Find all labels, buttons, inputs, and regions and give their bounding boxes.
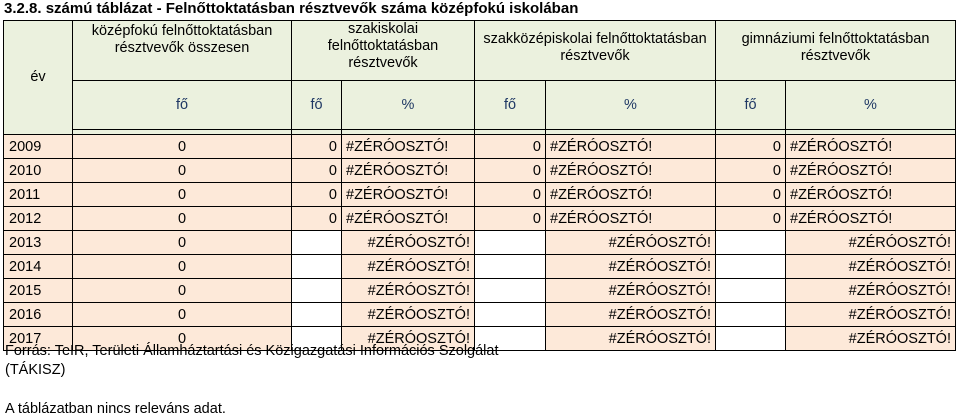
source-line-2: (TÁKISZ) xyxy=(5,362,66,378)
unit-cell: % xyxy=(786,81,956,130)
cell-sec-n xyxy=(475,279,546,303)
cell-sec-n: 0 xyxy=(475,183,546,207)
cell-voc-n xyxy=(292,231,342,255)
cell-year: 2009 xyxy=(4,135,73,159)
cell-year: 2010 xyxy=(4,159,73,183)
table-row xyxy=(4,303,956,327)
cell-voc-n: 0 xyxy=(292,183,342,207)
cell-total: 0 xyxy=(73,255,292,279)
cell-gym-pct: #ZÉRÓOSZTÓ! xyxy=(786,207,956,231)
cell-voc-pct: #ZÉRÓOSZTÓ! xyxy=(342,327,475,351)
unit-cell: % xyxy=(342,81,475,130)
table-row xyxy=(4,135,956,159)
cell-sec-pct: #ZÉRÓOSZTÓ! xyxy=(546,183,716,207)
cell-total: 0 xyxy=(73,279,292,303)
cell-sec-pct: #ZÉRÓOSZTÓ! xyxy=(546,255,716,279)
table-row xyxy=(4,279,956,303)
cell-voc-pct: #ZÉRÓOSZTÓ! xyxy=(342,207,475,231)
cell-gym-n xyxy=(716,231,786,255)
unit-cell: fő xyxy=(73,81,292,130)
cell-sec-pct: #ZÉRÓOSZTÓ! xyxy=(546,207,716,231)
cell-sec-pct: #ZÉRÓOSZTÓ! xyxy=(546,159,716,183)
header-vocational: szakiskolai felnőttoktatásban résztvevők xyxy=(292,21,475,81)
table-row xyxy=(4,183,956,207)
cell-gym-n xyxy=(716,279,786,303)
cell-total: 0 xyxy=(73,207,292,231)
cell-year: 2013 xyxy=(4,231,73,255)
cell-year: 2011 xyxy=(4,183,73,207)
cell-total: 0 xyxy=(73,135,292,159)
cell-gym-n xyxy=(716,303,786,327)
unit-cell: fő xyxy=(292,81,342,130)
header-total: középfokú felnőttoktatásban résztvevők összesen xyxy=(73,21,292,81)
cell-gym-pct: #ZÉRÓOSZTÓ! xyxy=(786,255,956,279)
header-secondary-vocational: szakközépiskolai felnőttoktatásban résztvevők xyxy=(475,21,716,81)
cell-voc-n xyxy=(292,255,342,279)
table-row xyxy=(4,231,956,255)
cell-sec-n xyxy=(475,255,546,279)
cell-gym-pct: #ZÉRÓOSZTÓ! xyxy=(786,159,956,183)
cell-total: 0 xyxy=(73,183,292,207)
cell-voc-pct: #ZÉRÓOSZTÓ! xyxy=(342,255,475,279)
table-row xyxy=(4,159,956,183)
cell-gym-n xyxy=(716,255,786,279)
cell-sec-n xyxy=(475,303,546,327)
cell-voc-pct: #ZÉRÓOSZTÓ! xyxy=(342,231,475,255)
cell-voc-n: 0 xyxy=(292,159,342,183)
cell-year: 2017 xyxy=(4,327,73,351)
note: A táblázatban nincs releváns adat. xyxy=(5,401,226,417)
cell-total: 0 xyxy=(73,327,292,351)
cell-gym-pct: #ZÉRÓOSZTÓ! xyxy=(786,327,956,351)
cell-gym-n xyxy=(716,327,786,351)
cell-sec-n xyxy=(475,231,546,255)
cell-year: 2015 xyxy=(4,279,73,303)
cell-voc-n xyxy=(292,279,342,303)
source-line-1: Forrás: TeIR, Területi Államháztartási és Közigazgatási Információs Szolgálat xyxy=(5,343,499,359)
cell-gym-pct: #ZÉRÓOSZTÓ! xyxy=(786,183,956,207)
table-title: 3.2.8. számú táblázat - Felnőttoktatásban résztvevők száma középfokú iskolában xyxy=(4,0,579,17)
unit-cell: % xyxy=(546,81,716,130)
cell-voc-pct: #ZÉRÓOSZTÓ! xyxy=(342,183,475,207)
cell-year: 2012 xyxy=(4,207,73,231)
cell-voc-pct: #ZÉRÓOSZTÓ! xyxy=(342,135,475,159)
cell-voc-pct: #ZÉRÓOSZTÓ! xyxy=(342,303,475,327)
cell-sec-pct: #ZÉRÓOSZTÓ! xyxy=(546,279,716,303)
cell-year: 2016 xyxy=(4,303,73,327)
cell-gym-pct: #ZÉRÓOSZTÓ! xyxy=(786,231,956,255)
cell-sec-pct: #ZÉRÓOSZTÓ! xyxy=(546,231,716,255)
cell-total: 0 xyxy=(73,231,292,255)
cell-sec-pct: #ZÉRÓOSZTÓ! xyxy=(546,135,716,159)
table-row xyxy=(4,255,956,279)
cell-voc-n xyxy=(292,303,342,327)
cell-gym-pct: #ZÉRÓOSZTÓ! xyxy=(786,135,956,159)
cell-voc-pct: #ZÉRÓOSZTÓ! xyxy=(342,159,475,183)
cell-sec-n: 0 xyxy=(475,207,546,231)
cell-gym-n: 0 xyxy=(716,135,786,159)
cell-gym-n: 0 xyxy=(716,207,786,231)
unit-cell: fő xyxy=(716,81,786,130)
cell-voc-n: 0 xyxy=(292,135,342,159)
cell-gym-n: 0 xyxy=(716,183,786,207)
cell-voc-n: 0 xyxy=(292,207,342,231)
table-row xyxy=(4,207,956,231)
cell-sec-pct: #ZÉRÓOSZTÓ! xyxy=(546,303,716,327)
cell-sec-n: 0 xyxy=(475,159,546,183)
cell-total: 0 xyxy=(73,303,292,327)
cell-voc-pct: #ZÉRÓOSZTÓ! xyxy=(342,279,475,303)
unit-cell: fő xyxy=(475,81,546,130)
cell-year: 2014 xyxy=(4,255,73,279)
cell-total: 0 xyxy=(73,159,292,183)
header-year: év xyxy=(4,21,73,135)
cell-gym-pct: #ZÉRÓOSZTÓ! xyxy=(786,279,956,303)
cell-gym-n: 0 xyxy=(716,159,786,183)
cell-sec-n: 0 xyxy=(475,135,546,159)
header-grammar: gimnáziumi felnőttoktatásban résztvevők xyxy=(716,21,956,81)
cell-sec-pct: #ZÉRÓOSZTÓ! xyxy=(546,327,716,351)
data-table xyxy=(3,20,956,351)
cell-gym-pct: #ZÉRÓOSZTÓ! xyxy=(786,303,956,327)
